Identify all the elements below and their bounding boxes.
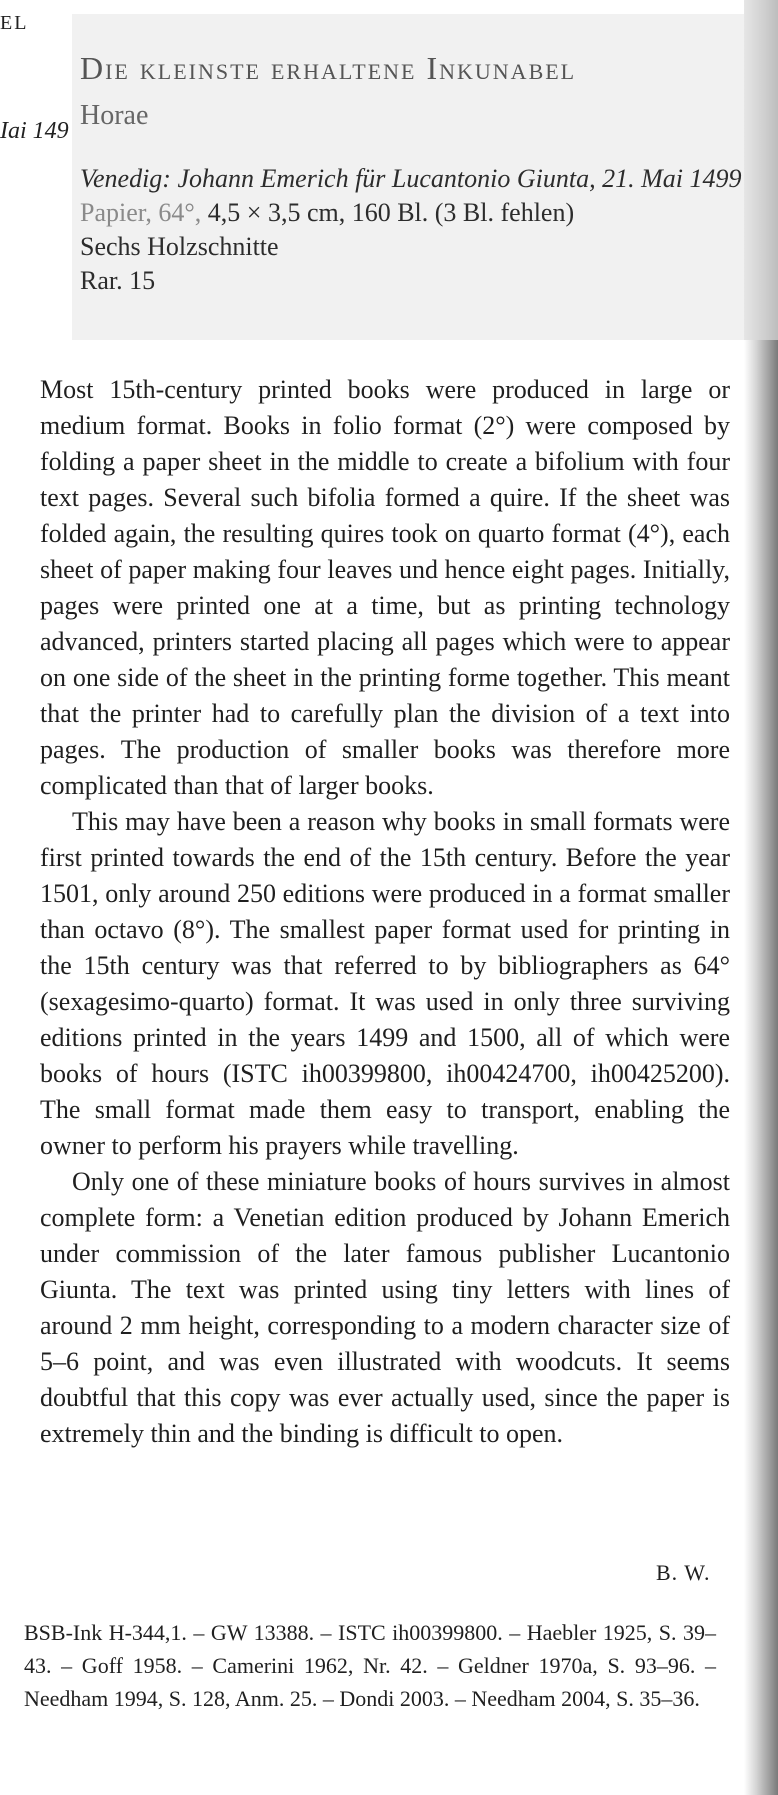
material-prefix: Papier, 64°, <box>80 198 208 227</box>
references: BSB-Ink H-344,1. – GW 13388. – ISTC ih00399800. – Haebler 1925, S. 39–43. – Goff 1958. – Camerini 1962, Nr. 42. – Geldner 1970a, S. 93–96. – Needham 1994, S. 128, Anm. 25. – Dondi 2003. – Needham 2004, S. 35–36. <box>24 1620 716 1711</box>
entry-metadata <box>80 162 778 298</box>
illustrations-line: Sechs Holzschnitte <box>80 232 279 261</box>
author-initials: B. W. <box>656 1560 711 1585</box>
entry-body <box>40 372 730 1452</box>
previous-page-fragment-top: EL <box>0 12 29 34</box>
binding-gutter-shadow-top <box>744 0 778 340</box>
paragraph-2: This may have been a reason why books in small formats were first printed towards the end of the 15th century. Before the year 1501, only around 250 editions were produced in a format smaller than octavo (8°). The smallest paper format used for printing in the 15th century was that referred to by bibliographers as 64° (sexagesimo-quarto) format. It was used in only three surviving editions printed in the years 1499 and 1500, all of which were books of hours (ISTC ih00399800, ih00424700, ih00425200). The small format made them easy to transport, enabling the owner to perform his prayers while travelling. <box>40 807 730 1160</box>
material-dimensions: 4,5 × 3,5 cm, 160 Bl. (3 Bl. fehlen) <box>207 198 575 227</box>
previous-page-fragment-date: Iai 149 <box>0 118 69 144</box>
paragraph-3: Only one of these miniature books of hours survives in almost complete form: a Venetian edition produced by Johann Emerich under commission of the later famous publisher Lucantonio Giunta. The text was printed using tiny letters with lines of around 2 mm height, corresponding to a modern character size of 5–6 point, and was even illustrated with woodcuts. It seems doubtful that this copy was ever actually used, since the paper is extremely thin and the binding is difficult to open. <box>40 1167 730 1448</box>
shelfmark-line: Rar. 15 <box>80 266 156 295</box>
paragraph-1: Most 15th-century printed books were produced in large or medium format. Books in folio format (2°) were composed by folding a paper sheet in the middle to create a bifolium with four text pages. Several such bifolia formed a quire. If the sheet was folded again, the resulting quires took on quarto format (4°), each sheet of paper making four leaves und hence eight pages. Initially, pages were printed one at a time, but as printing technology advanced, printers started placing all pages which were to appear on one side of the sheet in the printing forme together. This meant that the printer had to carefully plan the division of a text into pages. The production of smaller books was therefore more complicated than that of larger books. <box>40 375 730 800</box>
entry-subtitle: Horae <box>80 100 149 131</box>
entry-title: Die kleinste erhaltene Inkunabel <box>80 50 577 86</box>
material-line <box>80 196 778 230</box>
imprint-line: Venedig: Johann Emerich für Lucantonio Giunta, 21. Mai 1499 <box>80 164 742 193</box>
